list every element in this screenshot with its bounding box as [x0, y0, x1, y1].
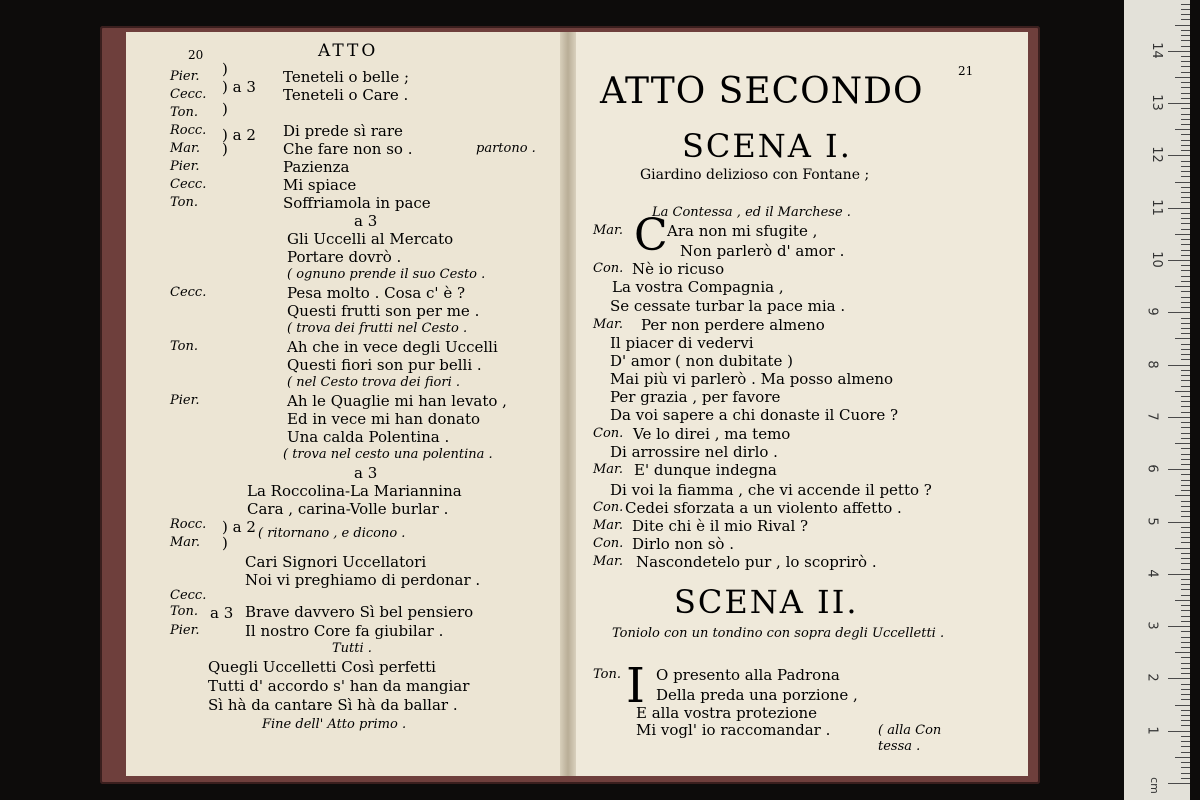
right-page-number: 21: [958, 64, 974, 78]
ruler-tick: [1181, 318, 1190, 319]
speaker-label: Mar.: [593, 317, 623, 332]
ruler-tick: [1181, 250, 1190, 251]
ruler-tick: [1181, 72, 1190, 73]
ruler-tick: [1181, 610, 1190, 611]
ruler-number: 13: [1148, 94, 1164, 111]
ruler-tick: [1181, 35, 1190, 36]
ruler-tick: [1181, 229, 1190, 230]
speaker-label: Rocc.: [170, 123, 207, 138]
drop-cap-i: I: [626, 658, 645, 714]
ruler-tick: [1181, 778, 1190, 779]
ruler-tick: [1181, 741, 1190, 742]
ruler-tick: [1175, 286, 1190, 287]
ruler-tick: [1181, 699, 1190, 700]
scene-1-characters: La Contessa , ed il Marchese .: [652, 205, 851, 220]
verse-line: Pazienza: [283, 158, 350, 176]
scene-1-setting: Giardino delizioso con Fontane ;: [640, 167, 870, 183]
ruler-tick: [1175, 652, 1190, 653]
ruler-tick: [1181, 474, 1190, 475]
ruler-tick: [1181, 87, 1190, 88]
ruler-tick: [1181, 527, 1190, 528]
ruler-tick: [1181, 375, 1190, 376]
verse-line: Cari Signori Uccellatori: [245, 553, 427, 571]
ruler-tick: [1168, 312, 1190, 313]
ruler-tick: [1181, 145, 1190, 146]
ruler-tick: [1181, 720, 1190, 721]
ruler-tick: [1181, 134, 1190, 135]
speaker-label: Mar.: [593, 223, 623, 238]
verse-line: Mai più vi parlerò . Ma posso almeno: [610, 370, 894, 388]
ruler-tick: [1168, 522, 1190, 523]
verse-line: Noi vi preghiamo di perdonar .: [245, 571, 481, 589]
ruler-number: 14: [1148, 42, 1164, 59]
ruler-tick: [1181, 255, 1190, 256]
ruler-tick: [1175, 129, 1190, 130]
ruler-tick: [1175, 443, 1190, 444]
verse-line: Nascondetelo pur , lo scoprirò .: [636, 553, 877, 571]
ruler-number: 11: [1148, 198, 1164, 216]
ruler-tick: [1181, 161, 1190, 162]
ruler-number: 4: [1144, 569, 1160, 578]
speaker-label: Cecc.: [170, 87, 207, 102]
verse-line: Da voi sapere a chi donaste il Cuore ?: [610, 406, 899, 424]
speaker-label: Mar.: [170, 535, 200, 550]
verse-line: E alla vostra protezione: [636, 704, 818, 722]
ruler-tick: [1181, 595, 1190, 596]
ruler-tick: [1181, 333, 1190, 334]
ruler-tick: [1168, 155, 1190, 156]
ruler-number: 2: [1144, 673, 1160, 683]
ruler-tick: [1181, 501, 1190, 502]
speaker-label: Con.: [593, 426, 624, 441]
ruler-tick: [1181, 223, 1190, 224]
ruler-tick: [1181, 239, 1190, 240]
scene-2-characters: Toniolo con un tondino con sopra degli Uccelletti .: [612, 626, 945, 641]
ruler-tick: [1181, 767, 1190, 768]
ruler-tick: [1181, 637, 1190, 638]
speaker-label: Con.: [593, 261, 624, 276]
ruler-number: 5: [1144, 516, 1160, 526]
verse-line: Dite chi è il mio Rival ?: [632, 517, 809, 535]
ruler-tick: [1175, 600, 1190, 601]
ruler-tick: [1181, 542, 1190, 543]
verse-line: D' amor ( non dubitate ): [610, 352, 793, 370]
stage-direction: ( nel Cesto trova dei fiori .: [287, 375, 460, 390]
ruler-tick: [1181, 647, 1190, 648]
ruler-tick: [1181, 511, 1190, 512]
scene-2-title: SCENA II.: [674, 583, 859, 621]
ruler-tick: [1181, 752, 1190, 753]
speaker-label: Mar.: [593, 554, 623, 569]
ruler-tick: [1181, 401, 1190, 402]
verse-line: Pesa molto . Cosa c' è ?: [287, 284, 466, 302]
ruler-number: 7: [1144, 412, 1160, 421]
ruler-tick: [1181, 558, 1190, 559]
ruler-tick: [1168, 574, 1190, 575]
ruler-tick: [1181, 150, 1190, 151]
verse-line: Mi spiace: [283, 176, 357, 194]
stage-direction: ( trova nel cesto una polentina .: [283, 447, 493, 462]
ruler-tick: [1168, 783, 1190, 784]
ruler-tick: [1181, 359, 1190, 360]
ruler-unit: cm: [1147, 777, 1161, 794]
ruler-tick: [1181, 621, 1190, 622]
verse-line: Ah le Quaglie mi han levato ,: [287, 392, 507, 410]
ruler-tick: [1181, 244, 1190, 245]
ruler-tick: [1181, 710, 1190, 711]
ruler-tick: [1181, 663, 1190, 664]
ruler-tick: [1168, 365, 1190, 366]
stage-direction: ( ognuno prende il suo Cesto .: [287, 267, 486, 282]
ruler-tick: [1181, 114, 1190, 115]
ruler-tick: [1168, 678, 1190, 679]
verse-line: Quegli Uccelletti Così perfetti: [208, 658, 436, 676]
ruler-tick: [1181, 694, 1190, 695]
ruler-number: 3: [1144, 621, 1160, 630]
ruler-tick: [1181, 349, 1190, 350]
verse-line: Di prede sì rare: [283, 122, 403, 140]
ruler-tick: [1175, 391, 1190, 392]
verse-line: Ed in vece mi han donato: [287, 410, 481, 428]
speaker-label: Con.: [593, 500, 624, 515]
ruler-tick: [1181, 119, 1190, 120]
speaker-label: Mar.: [593, 462, 623, 477]
ruler-tick: [1181, 579, 1190, 580]
ruler-tick: [1175, 548, 1190, 549]
verse-line: Gli Uccelli al Mercato: [287, 230, 454, 248]
verse-line: E' dunque indegna: [634, 461, 777, 479]
ruler-tick: [1181, 197, 1190, 198]
ruler-tick: [1181, 265, 1190, 266]
speaker-label: Cecc.: [170, 588, 207, 603]
ruler-tick: [1181, 736, 1190, 737]
ensemble-mark: ): [222, 140, 228, 158]
verse-line: Brave davvero Sì bel pensiero: [245, 603, 474, 621]
ruler-tick: [1181, 485, 1190, 486]
ruler-tick: [1175, 234, 1190, 235]
ruler-tick: [1168, 469, 1190, 470]
left-page-number: 20: [188, 48, 204, 62]
verse-line: Una calda Polentina .: [287, 428, 450, 446]
ruler-tick: [1181, 124, 1190, 125]
ruler-tick: [1181, 171, 1190, 172]
ruler-tick: [1181, 61, 1190, 62]
ruler-tick: [1181, 506, 1190, 507]
ruler-tick: [1181, 202, 1190, 203]
ruler-tick: [1168, 260, 1190, 261]
ruler-tick: [1181, 616, 1190, 617]
speaker-label: Pier.: [170, 159, 200, 174]
ruler-tick: [1181, 584, 1190, 585]
verse-line: Che fare non so .: [283, 140, 413, 158]
ensemble-mark: ) a 2: [222, 518, 256, 536]
speaker-label: Rocc.: [170, 517, 207, 532]
verse-line: Della preda una porzione ,: [656, 686, 858, 704]
verse-line: Cara , carina-Volle burlar .: [247, 500, 449, 518]
ruler-tick: [1168, 103, 1190, 104]
ruler-tick: [1181, 270, 1190, 271]
verse-line: Nè io ricuso: [632, 260, 725, 278]
verse-line: Di voi la fiamma , che vi accende il petto ?: [610, 481, 932, 499]
ruler-tick: [1181, 4, 1190, 5]
ruler-tick: [1181, 30, 1190, 31]
ruler-tick: [1181, 380, 1190, 381]
ruler-tick: [1181, 56, 1190, 57]
verse-line: La Roccolina-La Mariannina: [247, 482, 462, 500]
ruler-tick: [1181, 657, 1190, 658]
ruler-tick: [1181, 281, 1190, 282]
ruler-tick: [1181, 689, 1190, 690]
speaker-label: Ton.: [170, 339, 198, 354]
ruler-tick: [1181, 166, 1190, 167]
verse-line: Teneteli o Care .: [283, 86, 409, 104]
ruler-tick: [1181, 93, 1190, 94]
ruler-tick: [1181, 328, 1190, 329]
ruler-tick: [1181, 516, 1190, 517]
ensemble-mark: ): [222, 534, 228, 552]
ruler-tick: [1181, 14, 1190, 15]
ruler-tick: [1175, 182, 1190, 183]
ruler-tick: [1181, 354, 1190, 355]
verse-line: Sì hà da cantare Sì hà da ballar .: [208, 696, 458, 714]
verse-line: O presento alla Padrona: [656, 666, 840, 684]
ruler-tick: [1168, 731, 1190, 732]
stage-direction: Fine dell' Atto primo .: [262, 717, 407, 732]
speaker-label: Ton.: [170, 604, 198, 619]
ruler-tick: [1175, 757, 1190, 758]
ensemble-mark: ) a 2: [222, 126, 256, 144]
verse-line: Non parlerò d' amor .: [680, 242, 845, 260]
verse-line: Soffriamola in pace: [283, 194, 431, 212]
ensemble-mark: a 3: [354, 212, 378, 230]
left-running-head: ATTO: [318, 41, 379, 61]
act-title: ATTO SECONDO: [600, 71, 924, 112]
ruler-tick: [1181, 396, 1190, 397]
ruler-tick: [1181, 569, 1190, 570]
ruler-tick: [1181, 98, 1190, 99]
ruler-tick: [1181, 480, 1190, 481]
ruler-tick: [1181, 773, 1190, 774]
ruler-tick: [1181, 589, 1190, 590]
ruler-tick: [1181, 448, 1190, 449]
ruler-tick: [1181, 668, 1190, 669]
ruler-tick: [1181, 19, 1190, 20]
ruler-tick: [1175, 77, 1190, 78]
stage-direction-aside: ( alla Con tessa .: [878, 723, 942, 754]
speaker-label: Pier.: [170, 69, 200, 84]
ruler-tick: [1175, 25, 1190, 26]
verse-line: Portare dovrò .: [287, 248, 402, 266]
ruler-tick: [1181, 192, 1190, 193]
ruler-tick: [1181, 412, 1190, 413]
ruler-tick: [1175, 338, 1190, 339]
ruler-number: 10: [1148, 251, 1164, 268]
ruler-tick: [1181, 302, 1190, 303]
verse-line: Dirlo non sò .: [632, 535, 734, 553]
speaker-label: Cecc.: [170, 285, 207, 300]
ruler-tick: [1181, 276, 1190, 277]
verse-line: Di arrossire nel dirlo .: [610, 443, 778, 461]
scene-1-title: SCENA I.: [682, 127, 852, 165]
ruler-tick: [1181, 537, 1190, 538]
stage-direction: Tutti .: [332, 641, 372, 656]
verse-line: Ara non mi sfugite ,: [667, 222, 818, 240]
drop-cap-c: C: [634, 210, 668, 261]
ruler-tick: [1181, 406, 1190, 407]
ruler-tick: [1181, 307, 1190, 308]
verse-line: Questi fiori son pur belli .: [287, 356, 482, 374]
verse-line: Questi frutti son per me .: [287, 302, 480, 320]
verse-line: Per non perdere almeno: [641, 316, 825, 334]
ruler-tick: [1181, 762, 1190, 763]
ruler-tick: [1168, 51, 1190, 52]
ruler-tick: [1168, 626, 1190, 627]
ruler-tick: [1181, 553, 1190, 554]
ruler-tick: [1181, 427, 1190, 428]
ruler-number: 6: [1144, 464, 1160, 473]
ruler-tick: [1181, 323, 1190, 324]
ruler-tick: [1181, 464, 1190, 465]
ruler-tick: [1181, 422, 1190, 423]
ruler-tick: [1181, 108, 1190, 109]
verse-line: La vostra Compagnia ,: [612, 278, 784, 296]
ruler-tick: [1181, 631, 1190, 632]
ruler-tick: [1181, 438, 1190, 439]
ruler-tick: [1181, 684, 1190, 685]
book-gutter: [560, 32, 576, 776]
ruler-tick: [1181, 40, 1190, 41]
stage-direction: ( ritornano , e dicono .: [258, 526, 406, 541]
speaker-label: Pier.: [170, 393, 200, 408]
ruler-number: 1: [1144, 726, 1160, 735]
ruler-tick: [1181, 746, 1190, 747]
ruler-tick: [1181, 715, 1190, 716]
ensemble-mark: a 3: [210, 604, 234, 622]
speaker-label: Mar.: [170, 141, 200, 156]
ruler-tick: [1181, 490, 1190, 491]
ruler-tick: [1181, 344, 1190, 345]
ruler-tick: [1181, 213, 1190, 214]
ruler-tick: [1181, 673, 1190, 674]
ruler-tick: [1181, 82, 1190, 83]
verse-line: Mi vogl' io raccomandar .: [636, 721, 831, 739]
verse-line: Il piacer di vedervi: [610, 334, 754, 352]
ruler-tick: [1181, 291, 1190, 292]
ensemble-mark: ): [222, 100, 228, 118]
ruler-tick: [1181, 642, 1190, 643]
verse-line: Tutti d' accordo s' han da mangiar: [208, 677, 470, 695]
ruler-number: 12: [1148, 146, 1164, 164]
ruler-tick: [1181, 433, 1190, 434]
speaker-label: Cecc.: [170, 177, 207, 192]
ruler-tick: [1181, 563, 1190, 564]
ruler-tick: [1181, 46, 1190, 47]
stage-direction: partono .: [476, 141, 536, 156]
ruler-tick: [1181, 176, 1190, 177]
verse-line: Ve lo direi , ma temo: [633, 425, 791, 443]
ruler-tick: [1181, 454, 1190, 455]
ensemble-mark: ) a 3: [222, 78, 256, 96]
ruler-tick: [1175, 705, 1190, 706]
speaker-label: Ton.: [593, 667, 621, 682]
ruler-tick: [1181, 725, 1190, 726]
ruler-tick: [1181, 187, 1190, 188]
ensemble-mark: ): [222, 60, 228, 78]
verse-line: Se cessate turbar la pace mia .: [610, 297, 846, 315]
ruler-tick: [1181, 459, 1190, 460]
ruler-number: 8: [1144, 359, 1160, 369]
speaker-label: Ton.: [170, 105, 198, 120]
ruler-tick: [1181, 9, 1190, 10]
stage-direction: ( trova dei frutti nel Cesto .: [287, 321, 468, 336]
ruler-tick: [1168, 208, 1190, 209]
verse-line: Ah che in vece degli Uccelli: [287, 338, 498, 356]
speaker-label: Con.: [593, 536, 624, 551]
measuring-ruler: [1124, 0, 1190, 800]
ruler-tick: [1181, 218, 1190, 219]
verse-line: Per grazia , per favore: [610, 388, 781, 406]
speaker-label: Mar.: [593, 518, 623, 533]
speaker-label: Pier.: [170, 623, 200, 638]
ruler-tick: [1168, 417, 1190, 418]
ruler-number: 9: [1144, 307, 1160, 316]
ruler-tick: [1181, 386, 1190, 387]
ruler-tick: [1181, 66, 1190, 67]
ruler-tick: [1181, 532, 1190, 533]
ruler-tick: [1181, 370, 1190, 371]
verse-line: Cedei sforzata a un violento affetto .: [625, 499, 902, 517]
ruler-tick: [1181, 297, 1190, 298]
ruler-tick: [1181, 605, 1190, 606]
verse-line: Teneteli o belle ;: [283, 68, 410, 86]
ensemble-mark: a 3: [354, 464, 378, 482]
verse-line: Il nostro Core fa giubilar .: [245, 622, 444, 640]
ruler-tick: [1181, 140, 1190, 141]
ruler-tick: [1175, 495, 1190, 496]
speaker-label: Ton.: [170, 195, 198, 210]
